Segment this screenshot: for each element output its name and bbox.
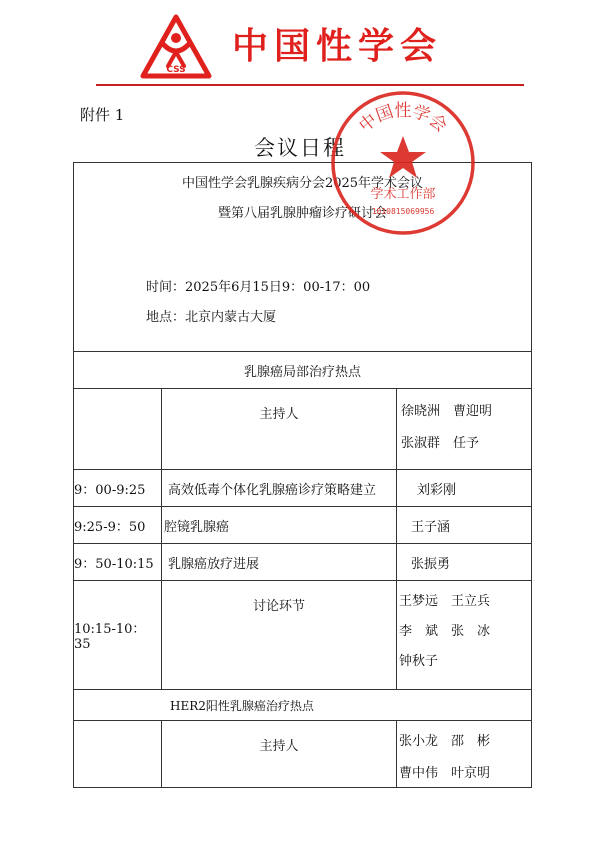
page-title: 会议日程 bbox=[254, 136, 346, 160]
schedule-table bbox=[73, 162, 532, 788]
meeting-name-line1: 中国性学会乳腺疾病分会2025年学术会议 bbox=[181, 176, 424, 191]
meeting-name-line2: 暨第八届乳腺肿瘤诊疗研讨会 bbox=[217, 206, 387, 221]
talk-3-speaker: 张振勇 bbox=[397, 544, 532, 581]
talk-2-speaker: 王子涵 bbox=[397, 507, 532, 544]
talk-1-time: 9：00-9:25 bbox=[74, 470, 162, 507]
talk-3-time: 9：50-10:15 bbox=[74, 544, 162, 581]
session-1-host-row bbox=[74, 389, 532, 470]
session-2-title-row bbox=[74, 690, 532, 721]
session-2-title: HER2阳性乳腺癌治疗热点 bbox=[74, 690, 532, 721]
discussion-time: 10:15-10：35 bbox=[74, 581, 162, 690]
session-2-hosts-line2: 曹中伟 叶京明 bbox=[399, 766, 491, 781]
attachment-label: 附件 1 bbox=[80, 106, 125, 124]
seal-code: 1010815069956 bbox=[371, 207, 435, 216]
session-1-hosts-line1: 徐晓洲 曹迎明 bbox=[401, 404, 493, 419]
session-2-host-label: 主持人 bbox=[162, 721, 397, 788]
table-row bbox=[74, 544, 532, 581]
talk-3-topic: 乳腺癌放疗进展 bbox=[162, 544, 397, 581]
discussion-line1: 王梦远 王立兵 bbox=[399, 594, 491, 609]
session-1-title: 乳腺癌局部治疗热点 bbox=[74, 352, 532, 389]
session-1-hosts-line2: 张淑群 任予 bbox=[401, 436, 480, 451]
discussion-label: 讨论环节 bbox=[162, 581, 397, 690]
discussion-line3: 钟秋子 bbox=[399, 654, 439, 669]
logo-letters: CSS bbox=[166, 65, 186, 75]
official-seal-icon bbox=[328, 88, 478, 238]
table-row bbox=[74, 507, 532, 544]
discussion-row bbox=[74, 581, 532, 690]
talk-1-speaker: 刘彩刚 bbox=[397, 470, 532, 507]
session-1-host-label: 主持人 bbox=[162, 389, 397, 470]
session-2-hosts-line1: 张小龙 邵 彬 bbox=[399, 734, 491, 749]
seal-star bbox=[380, 136, 426, 178]
org-name: 中国性学会 bbox=[232, 26, 443, 67]
talk-2-topic: 腔镜乳腺癌 bbox=[162, 507, 397, 544]
session-1-title-row bbox=[74, 352, 532, 389]
header-divider bbox=[96, 84, 524, 86]
session-2-host-row bbox=[74, 721, 532, 788]
table-row bbox=[74, 470, 532, 507]
meeting-time: 时间：2025年6月15日9：00-17：00 bbox=[146, 280, 371, 295]
talk-1-topic: 高效低毒个体化乳腺癌诊疗策略建立 bbox=[162, 470, 397, 507]
talk-2-time: 9:25-9：50 bbox=[74, 507, 162, 544]
seal-inner-text: 学术工作部 bbox=[370, 187, 436, 202]
discussion-line2: 李 斌 张 冰 bbox=[399, 624, 491, 639]
seal-top-text: 中国性学会 bbox=[355, 100, 451, 137]
org-logo-icon bbox=[140, 14, 212, 80]
meeting-place: 地点：北京内蒙古大厦 bbox=[146, 310, 277, 325]
